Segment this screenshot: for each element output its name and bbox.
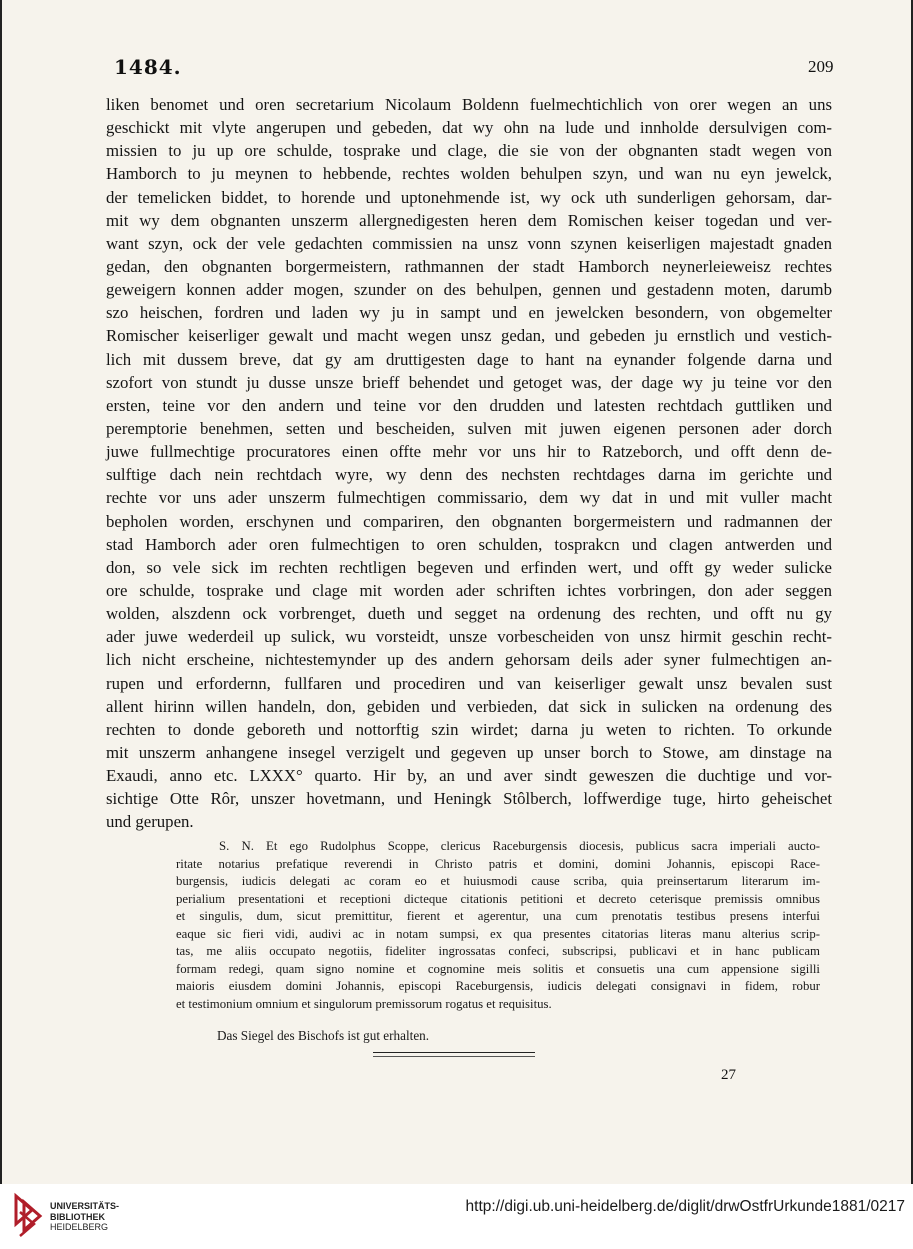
text-line: lich nicht erscheine, nichtestemynder up des andern gehorsam deils ader syner fulmechtigen an- [106, 650, 832, 670]
notary-line: et testimonium omnium et singulorum premissorum rogatus et requisitus. [176, 996, 552, 1011]
text-line: Exaudi, anno etc. LXXX° quarto. Hir by, an und aver sindt geweszen die duchtige und vor- [106, 766, 832, 786]
library-logo-text [50, 1201, 119, 1233]
logo-line-1: UNIVERSITÄTS- [50, 1201, 120, 1211]
text-line: sulftige dach nein rechtdach wyre, wy denn des nechsten rechtdages darna im gerichte und [106, 465, 832, 485]
text-line: missien to ju up ore schulde, tosprake und clage, die sie von der obgnanten stadt wegen von [106, 141, 832, 161]
notary-line: perialium presentationi et receptioni dicteque citationis petitioni et decreto ceterisque premissis omnibus [176, 891, 820, 906]
text-line: peremptorie benehmen, setten und bescheiden, sulven mit juwen eigenen personen ader dorch [106, 418, 832, 438]
divider-rule-thin [373, 1056, 535, 1057]
notary-line: formam redegi, quam signo nomine et cognomine meis solitis et consuetis una cum appensione sigilli [176, 961, 820, 976]
text-line: geweigern konnen adder mogen, szunder on des behulpen, gennen und gestadenn moten, darumb [106, 280, 832, 300]
text-line: liken benomet und oren secretarium Nicolaum Boldenn fuelmechtichlich von orer wegen an uns [106, 95, 832, 114]
library-logo-icon [12, 1192, 46, 1238]
text-line: und gerupen. [106, 812, 194, 832]
text-line: bepholen worden, erschynen und compariren, den obgnanten borgermeistern und radmannen der [106, 511, 832, 531]
text-line: Hamborch to ju meynen to hebbende, rechtes wolden behulpen szyn, und wan nu eyn jewelck, [106, 164, 832, 184]
notary-line: et singulis, dum, sicut premittitur, fierent et agerentur, una cum prenotatis testibus presens interfui [176, 909, 820, 923]
text-line: want szyn, ock der vele gedachten commissien na unsz vonn szynen keiserligen majestadt gnaden [106, 233, 832, 253]
text-line: rechte vor uns ader unszerm fulmechtigen commissario, dem wy dat in und mit vuller macht [106, 488, 832, 508]
logo-line-2: BIBLIOTHEK [50, 1211, 105, 1222]
main-text-block [106, 93, 832, 834]
footer-bar [0, 1184, 913, 1249]
text-line: szofort von stundt ju dusse unsze brieff behendet und getoget was, der dage wy ju teine vor den [106, 372, 832, 392]
text-line: wolden, alszdenn ock vorbrenget, dueth und segget na ordenung des rechten, und offt nu gy [106, 604, 832, 624]
text-line: Romischer keiserliger gewalt und macht wegen unsz gedan, und gebeden ju ernstlich und vestich- [106, 326, 832, 346]
text-line: der temelicken biddet, to horende und uptonehmende ist, wy ock uth sunderligen gehorsam, dar- [106, 187, 832, 207]
permalink-url[interactable]: http://digi.ub.uni-heidelberg.de/diglit/drwOstfrUrkunde1881/0217 [465, 1198, 905, 1215]
text-line: sichtige Otte Rôr, unszer hovetmann, und Heningk Stôlberch, loffwerdige tuge, hirto geheischet [106, 789, 832, 809]
notary-line: maioris eiusdem domini Johannis, episcopi Raceburgensis, iudicis delegati consignavi in fidem, robur [176, 979, 820, 993]
notary-line: S. N. Et ego Rudolphus Scoppe, clericus Raceburgensis diocesis, publicus sacra imperiali aucto- [219, 839, 820, 853]
text-line: juwe fullmechtige procuratores einen offte mehr vor uns hir to Ratzeborch, und offt denn de- [106, 442, 832, 462]
text-line: don, so vele sick im rechten rechtligen begeven und erfinden wert, und offt gy weder sulicke [106, 557, 832, 577]
notary-line: burgensis, iudicis delegati ac coram eo et huiusmodi cause scriba, quia preinsertarum literarum im- [176, 874, 820, 888]
text-line: ersten, teine vor den andern und teine vor den drudden und latesten rechtdach guttliken und [106, 395, 832, 415]
text-line: mit wy dem obgnanten unszerm allergnedigesten heren dem Romischen keiser togedan und ver- [106, 210, 832, 230]
page-number: 209 [808, 57, 834, 76]
text-line: stad Hamborch ader oren fulmechtigen to oren schulden, tosprakcn und clagen antwerden und [106, 534, 832, 554]
text-line: ader juwe wederdeil up sulick, wu vorsteidt, unsze vorbescheiden von unsz hirmit geschin recht- [106, 627, 832, 647]
text-line: ore schulde, tosprake und clage mit worden ader schriften ichtes vorbringen, don ader seggen [106, 580, 832, 600]
notary-line: tas, me aliis occupato negotiis, fideliter ingrossatas confeci, subscripsi, publicavi et in hanc publicam [176, 944, 820, 958]
logo-line-3: HEIDELBERG [50, 1222, 109, 1232]
notary-line: eaque sic fieri vidi, audivi ac in notam sumpsi, ex qua presentes citatorias literas manu alterius scrip- [176, 926, 820, 941]
text-line: geschickt mit vlyte angerupen und gebeden, dat wy ohn na lude und innholde dersulvigen com- [106, 118, 832, 138]
signature-mark: 27 [721, 1067, 736, 1083]
text-line: rechten to donde geboreth und nottorftig szin wirdet; darna ju weten to richten. To orkunde [106, 719, 832, 739]
text-line: mit unszerm anhangene insegel verzigelt und gegeven up unser borch to Stowe, am dinstage na [106, 742, 832, 762]
seal-note: Das Siegel des Bischofs ist gut erhalten. [217, 1028, 430, 1043]
text-line: allent hirinn willen handeln, don, gebiden und verbieden, dat sick in sulicken na ordenung des [106, 696, 832, 716]
divider-rule [373, 1052, 535, 1053]
text-line: rupen und erfordernn, fullfaren und procediren und van keiserliger gewalt unsz bevalen sust [106, 673, 832, 693]
notary-line: ritate notarius prefatique reverendi in Christo patris et domini, domini Johannis, episcopi Race- [176, 856, 820, 871]
text-line: lich mit dussem breve, dat gy am druttigesten dage to hant na eynander folgende darna und [106, 349, 832, 369]
notary-attestation [176, 838, 820, 1013]
text-line: gedan, den obgnanten borgermeistern, rathmannen der stadt Hamborch neynerleieweisz rechtes [106, 256, 832, 276]
text-line: szo heischen, fordren und laden wy ju in sampt und en jewelcken besondern, von obgemelter [106, 303, 832, 323]
running-head-year: 1484. [114, 55, 182, 79]
